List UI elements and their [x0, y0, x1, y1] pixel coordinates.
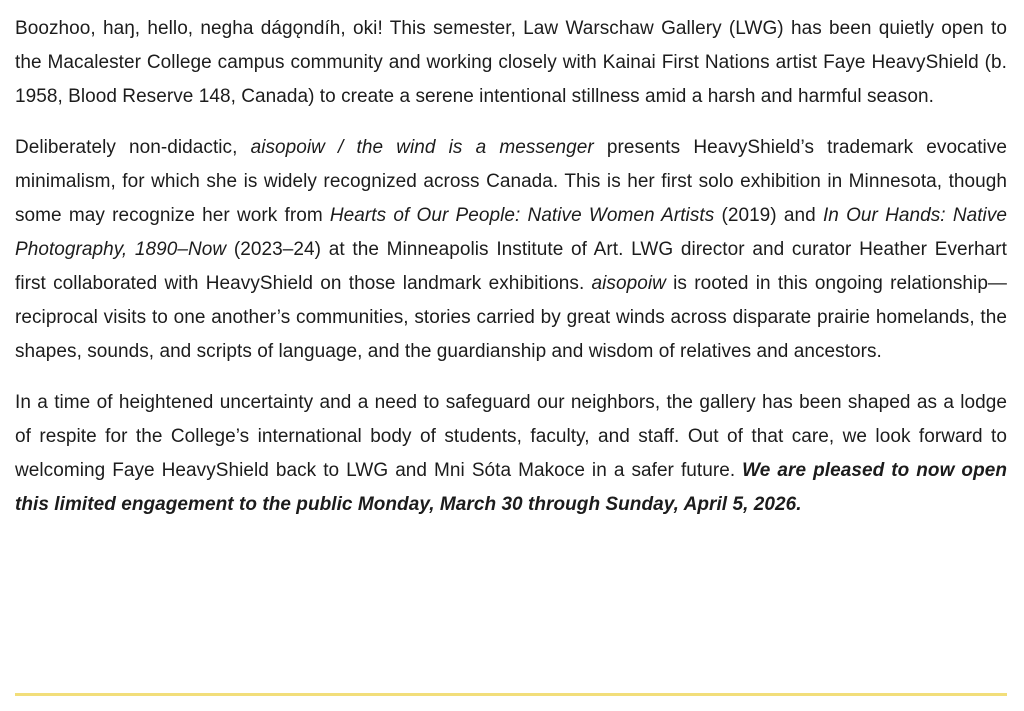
exhibition-text-2: presents HeavyShield’s trademark evocative minimalism, for which she is widely recognized across Canada. This is her first solo exhibition in Minnesota, though some may recognize her work from: [15, 137, 1007, 226]
exhibition-paragraph: [15, 131, 1007, 369]
exhibition-short-title: aisopoiw: [591, 273, 666, 294]
hearts-exhibition-title: Hearts of Our People: Native Women Artists: [329, 205, 715, 226]
exhibition-text-1: Deliberately non-didactic,: [15, 137, 251, 158]
exhibition-title: aisopoiw / the wind is a messenger: [250, 137, 594, 158]
public-opening-announcement: We are pleased to now open this limited engagement to the public Monday, March 30 through Sunday, April 5, 2026.: [15, 460, 1007, 515]
closing-text: In a time of heightened uncertainty and a need to safeguard our neighbors, the gallery has been shaped as a lodge of respite for the College’s international body of students, faculty, and staff. Out of that care, we look forward to welcoming Faye HeavyShield back to LWG and Mni Sóta Makoce in a safer future.: [15, 392, 1007, 481]
hands-exhibition-title: In Our Hands: Native Photography, 1890–Now: [15, 205, 1007, 260]
article-body: [15, 12, 1007, 539]
intro-text: Boozhoo, haŋ, hello, negha dágǫndíh, oki! This semester, Law Warschaw Gallery (LWG) has been quietly open to the Macalester College campus community and working closely with Kainai First Nations artist Faye HeavyShield (b. 1958, Blood Reserve 148, Canada) to create a serene intentional stillness amid a harsh and harmful season.: [15, 18, 1007, 107]
exhibition-text-5: is rooted in this ongoing relationship—reciprocal visits to one another’s communities, stories carried by great winds across disparate prairie homelands, the shapes, sounds, and scripts of language, and the guardianship and wisdom of relatives and ancestors.: [15, 273, 1007, 362]
closing-paragraph: [15, 386, 1007, 522]
exhibition-text-3: (2019) and: [714, 205, 823, 226]
intro-paragraph: [15, 12, 1007, 114]
exhibition-text-4: (2023–24) at the Minneapolis Institute of Art. LWG director and curator Heather Everhart first collaborated with HeavyShield on those landmark exhibitions.: [15, 239, 1007, 294]
section-divider: [15, 693, 1007, 696]
